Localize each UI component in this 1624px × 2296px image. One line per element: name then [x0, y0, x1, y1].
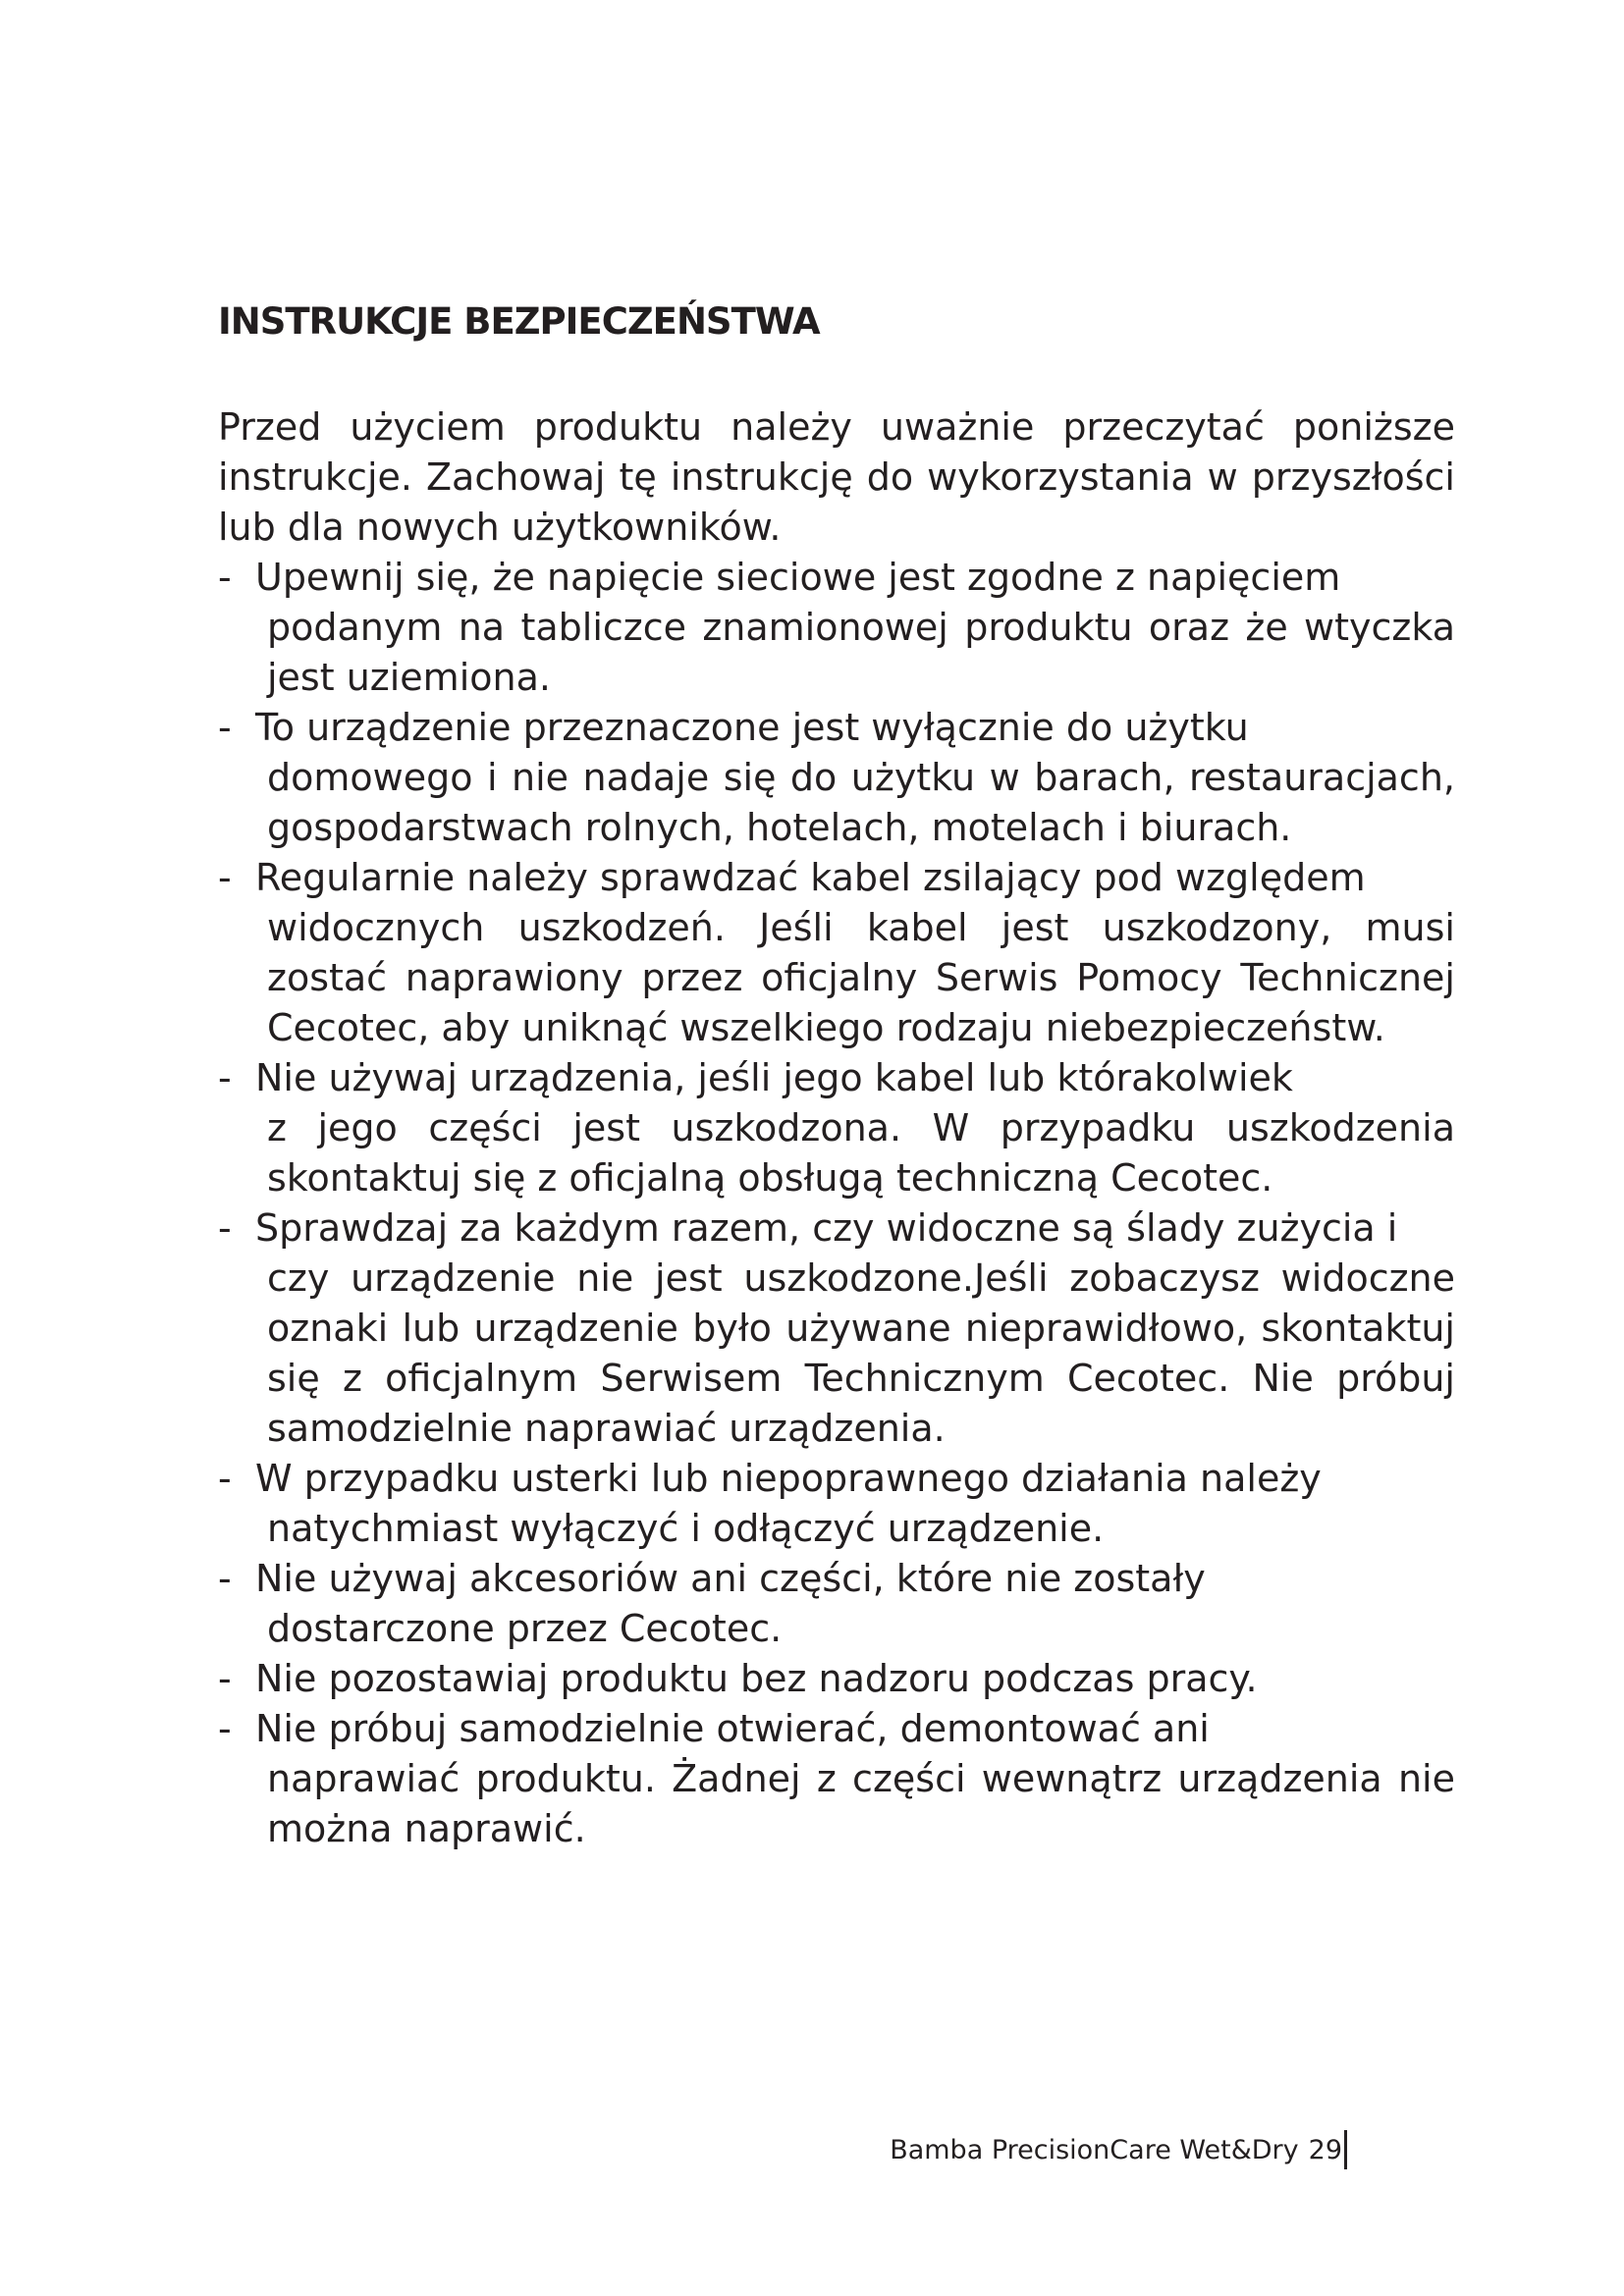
list-item-text — [255, 1654, 1455, 1704]
list-item-first-line: Upewnij się, że napięcie sieciowe jest zgodne z napięciem — [255, 556, 1341, 599]
bullet-dash: - — [218, 856, 232, 899]
list-item — [218, 703, 1455, 853]
list-item-first-line: Sprawdzaj za każdym razem, czy widoczne są ślady zużycia i — [255, 1206, 1398, 1250]
list-item-text — [255, 1554, 1455, 1654]
list-item-text — [255, 1203, 1455, 1454]
list-item-continuation: naprawiać produktu. Żadnej z części wewnątrz urządzenia nie można naprawić. — [267, 1757, 1455, 1850]
bullet-dash: - — [218, 1056, 232, 1099]
bullet-dash: - — [218, 556, 232, 599]
bullet-dash: - — [218, 706, 232, 749]
instruction-list — [218, 553, 1455, 1854]
list-item-continuation: domowego i nie nadaje się do użytku w barach, restauracjach, gospodarstwach rolnych, hotelach, motelach i biurach. — [267, 756, 1455, 849]
list-item-text — [255, 1454, 1455, 1554]
list-item — [218, 1554, 1455, 1654]
list-item-continuation: widocznych uszkodzeń. Jeśli kabel jest uszkodzony, musi zostać naprawiony przez oficjalny Serwis Pomocy Technicznej Cecotec, aby uniknąć wszelkiego rodzaju niebezpieczeństw. — [267, 906, 1455, 1049]
bullet-dash: - — [218, 1657, 232, 1700]
list-item-continuation: dostarczone przez Cecotec. — [267, 1607, 783, 1650]
bullet-dash: - — [218, 1206, 232, 1250]
list-item-continuation: podanym na tabliczce znamionowej produktu oraz że wtyczka jest uziemiona. — [267, 606, 1455, 699]
list-item-first-line: Nie próbuj samodzielnie otwierać, demontować ani — [255, 1707, 1210, 1750]
list-item-text — [255, 1704, 1455, 1854]
list-item — [218, 853, 1455, 1053]
list-item-first-line: Nie pozostawiaj produktu bez nadzoru podczas pracy. — [255, 1657, 1258, 1700]
bullet-dash: - — [218, 1707, 232, 1750]
list-item — [218, 553, 1455, 703]
list-item-first-line: Nie używaj akcesoriów ani części, które nie zostały — [255, 1557, 1206, 1600]
list-item — [218, 1454, 1455, 1554]
bullet-dash: - — [218, 1457, 232, 1500]
footer-product-name: Bamba PrecisionCare Wet&Dry — [890, 2134, 1299, 2165]
bullet-dash: - — [218, 1557, 232, 1600]
list-item — [218, 1053, 1455, 1203]
list-item-first-line: Regularnie należy sprawdzać kabel zsilający pod względem — [255, 856, 1366, 899]
list-item-text — [255, 703, 1455, 853]
list-item-continuation: czy urządzenie nie jest uszkodzone.Jeśli zobaczysz widoczne oznaki lub urządzenie było używane nieprawidłowo, skontaktuj się z oficjalnym Serwisem Technicznym Cecotec. Nie próbuj samodzielnie naprawiać urządzenia. — [267, 1256, 1455, 1450]
list-item-text — [255, 553, 1455, 703]
footer-divider-bar — [1344, 2130, 1347, 2169]
list-item-continuation: z jego części jest uszkodzona. W przypadku uszkodzenia skontaktuj się z oficjalną obsługą techniczną Cecotec. — [267, 1106, 1455, 1200]
list-item — [218, 1654, 1455, 1704]
list-item — [218, 1203, 1455, 1454]
intro-paragraph: Przed użyciem produktu należy uważnie przeczytać poniższe instrukcje. Zachowaj tę instrukcję do wykorzystania w przyszłości lub dla nowych użytkowników. — [218, 405, 1455, 549]
list-item-text — [255, 853, 1455, 1053]
list-item-first-line: To urządzenie przeznaczone jest wyłącznie do użytku — [255, 706, 1249, 749]
safety-instructions-body — [218, 402, 1455, 1854]
list-item-first-line: W przypadku usterki lub niepoprawnego działania należy — [255, 1457, 1322, 1500]
section-heading: INSTRUKCJE BEZPIECZEŃSTWA — [218, 300, 820, 343]
list-item-text — [255, 1053, 1455, 1203]
list-item-first-line: Nie używaj urządzenia, jeśli jego kabel lub którakolwiek — [255, 1056, 1293, 1099]
page-footer — [890, 2130, 1347, 2169]
page-number: 29 — [1308, 2134, 1342, 2165]
list-item-continuation: natychmiast wyłączyć i odłączyć urządzenie. — [267, 1507, 1105, 1550]
list-item — [218, 1704, 1455, 1854]
